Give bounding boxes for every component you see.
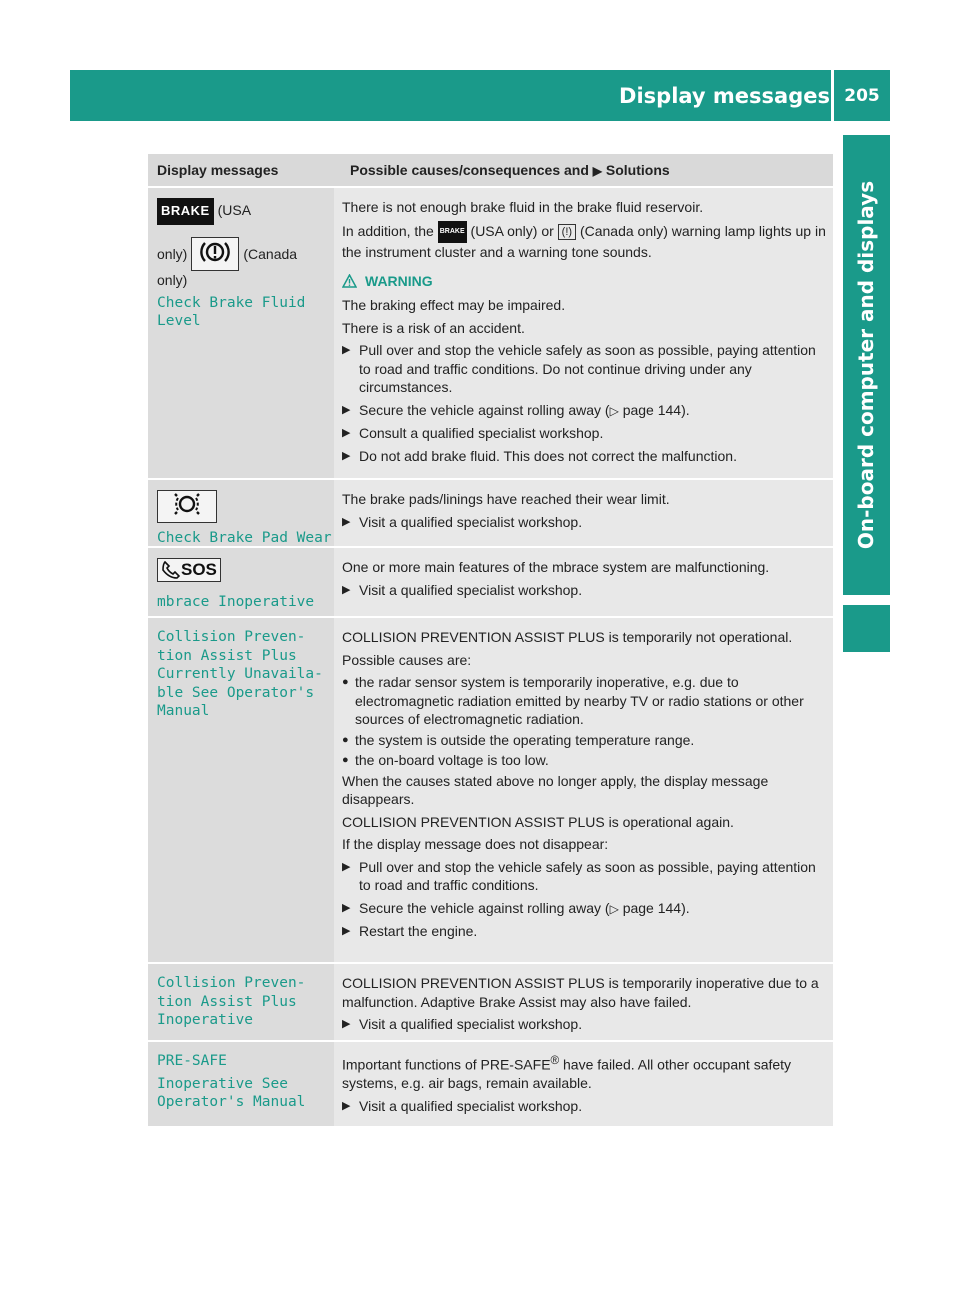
- message-cell: [148, 480, 334, 546]
- message-cell: BRAKE (USA only) (Canada only) Check Brake Fluid Level: [148, 188, 334, 478]
- step-arrow-icon: ▶: [342, 427, 351, 439]
- step-arrow-icon: ▶: [342, 403, 351, 416]
- page-number: 205: [844, 85, 880, 106]
- step-arrow-icon: ▶: [342, 860, 351, 873]
- side-tab-marker: [843, 605, 890, 652]
- step-arrow-icon: ▶: [342, 1018, 351, 1030]
- page-ref-icon: ▷: [609, 403, 619, 418]
- message-cell: [148, 548, 334, 616]
- display-message-text: Collision Preven‐ tion Assist Plus Inoperative: [157, 975, 306, 1028]
- instruction-step: ▶ Visit a qualified specialist workshop.: [342, 581, 583, 598]
- step-arrow-icon: ▶: [342, 1099, 351, 1112]
- bullet-icon: ●: [342, 676, 349, 688]
- brake-warning-icon: (!): [558, 224, 576, 240]
- causes-cell: Important functions of PRE-SAFE® have failed. All other occupant safety systems, e.g. air bags, remain available. ▶ Visit a qualified specialist workshop.: [334, 1042, 833, 1126]
- step-arrow-icon: ▶: [592, 164, 603, 178]
- brake-icon: BRAKE: [438, 221, 467, 244]
- display-message-text: Check Brake Pad Wear: [157, 530, 332, 546]
- instruction-step: ▶ Visit a qualified specialist workshop.: [342, 1016, 583, 1032]
- instruction-step: ▶ Pull over and stop the vehicle safely as soon as possible, paying attention to road and traffic conditions.: [342, 858, 816, 893]
- display-message-text: Inoperative See Operator's Manual: [157, 1075, 306, 1110]
- table-header: [148, 154, 833, 188]
- bullet-item: ● the system is outside the operating temperature range.: [342, 731, 695, 748]
- step-arrow-icon: ▶: [342, 901, 351, 914]
- instruction-step: ▶ Secure the vehicle against rolling away (▷ page 144).: [342, 401, 827, 421]
- brake-warning-icon: [191, 237, 239, 272]
- page-ref-icon: ▷: [609, 901, 619, 916]
- table-row: [148, 964, 833, 1042]
- table-row: [148, 188, 833, 480]
- instruction-step: ▶ Restart the engine.: [342, 923, 478, 939]
- display-message-text: mbrace Inoperative: [157, 594, 315, 610]
- instruction-step: ▶ Do not add brake fluid. This does not correct the malfunction.: [342, 447, 737, 464]
- step-arrow-icon: ▶: [342, 583, 351, 596]
- message-cell: [148, 964, 334, 1040]
- message-cell: [148, 1042, 334, 1126]
- bullet-icon: ●: [342, 733, 349, 746]
- message-cell: [148, 618, 334, 962]
- display-message-text: Check Brake Fluid Level: [157, 294, 306, 329]
- instruction-step: ▶ Consult a qualified specialist workshop.: [342, 425, 604, 441]
- instruction-step: ▶ Secure the vehicle against rolling away (▷ page 144).: [342, 899, 827, 919]
- causes-cell: The brake pads/linings have reached their wear limit. ▶ Visit a qualified specialist workshop.: [334, 480, 833, 546]
- display-message-text: Collision Preven‐ tion Assist Plus Currently Unavaila‐ ble See Operator's Manual: [157, 629, 323, 719]
- instruction-step: ▶ Visit a qualified specialist workshop.: [342, 1097, 583, 1114]
- bullet-item: ● the on-board voltage is too low.: [342, 752, 549, 768]
- causes-cell: COLLISION PREVENTION ASSIST PLUS is temporarily inoperative due to a malfunction. Adaptive Brake Assist may also have failed. ▶ Visit a qualified specialist workshop.: [334, 964, 833, 1040]
- display-message-title: PRE-SAFE: [157, 1053, 227, 1069]
- step-arrow-icon: ▶: [342, 925, 351, 937]
- step-arrow-icon: ▶: [342, 449, 351, 462]
- table-row: [148, 1042, 833, 1128]
- warning-triangle-icon: [342, 274, 357, 288]
- instruction-step: ▶ Visit a qualified specialist workshop.: [342, 513, 583, 530]
- step-arrow-icon: ▶: [342, 515, 351, 528]
- sos-icon: SOS: [157, 558, 221, 582]
- warning-label: WARNING: [342, 272, 827, 291]
- bullet-item: ● the radar sensor system is temporarily inoperative, e.g. due to electromagnetic radiation emitted by nearby TV or radio stations or other sources of electromagnetic radiation.: [342, 674, 804, 727]
- causes-cell: COLLISION PREVENTION ASSIST PLUS is temporarily not operational. Possible causes are: ● the radar sensor system is temporarily inoperative, e.g. due to electromagnetic radiation emitted by nearby TV or radio stations or other sources of electromagnetic radiation. ● the system is outside the operating temperature range. ● the on-board voltage is too low. When the causes stated above no longer apply, the display message disappears. COLLISION PREVENTION ASSIST PLUS is operational again. If the display message does not disappear: ▶ Pull over and stop the vehicle safely as soon as possible, paying attention to road and traffic conditions. ▶ Secure the vehicle against rolling away (▷ page 144). ▶ Restart the engine.: [334, 618, 833, 962]
- table-row: [148, 548, 833, 618]
- causes-cell: One or more main features of the mbrace system are malfunctioning. ▶ Visit a qualified specialist workshop.: [334, 548, 833, 616]
- step-arrow-icon: ▶: [342, 344, 351, 356]
- col-header-causes: Possible causes/consequences and ▶ Solutions: [350, 162, 670, 178]
- col-header-messages: Display messages: [157, 162, 279, 178]
- bullet-icon: ●: [342, 754, 349, 766]
- table-row: [148, 480, 833, 548]
- brake-pad-wear-icon: [157, 490, 217, 523]
- side-tab-label: On-board computer and displays: [854, 180, 878, 550]
- instruction-step: ▶ Pull over and stop the vehicle safely as soon as possible, paying attention to road and traffic conditions. Do not continue driving under any circumstances.: [342, 342, 816, 395]
- phone-icon: [161, 560, 181, 580]
- brake-icon: BRAKE: [157, 198, 214, 225]
- causes-cell: There is not enough brake fluid in the brake fluid reservoir. In addition, the BRAKE (USA only) or (!) (Canada only) warning lamp lights up in the instrument cluster and a warning tone sounds. WARNING The braking effect may be impaired. There is a risk of an accident. ▶ Pull over and stop the vehicle safely as soon as possible, paying attention to road and traffic conditions. Do not continue driving under any circumstances. ▶ Secure the vehicle against rolling away (▷ page 144). ▶ Consult a qualified specialist workshop. ▶ Do not add brake fluid. This does not correct the malfunction.: [334, 188, 833, 478]
- table-row: [148, 618, 833, 964]
- page-title: Display messages: [619, 83, 830, 108]
- display-messages-table: [148, 154, 833, 1128]
